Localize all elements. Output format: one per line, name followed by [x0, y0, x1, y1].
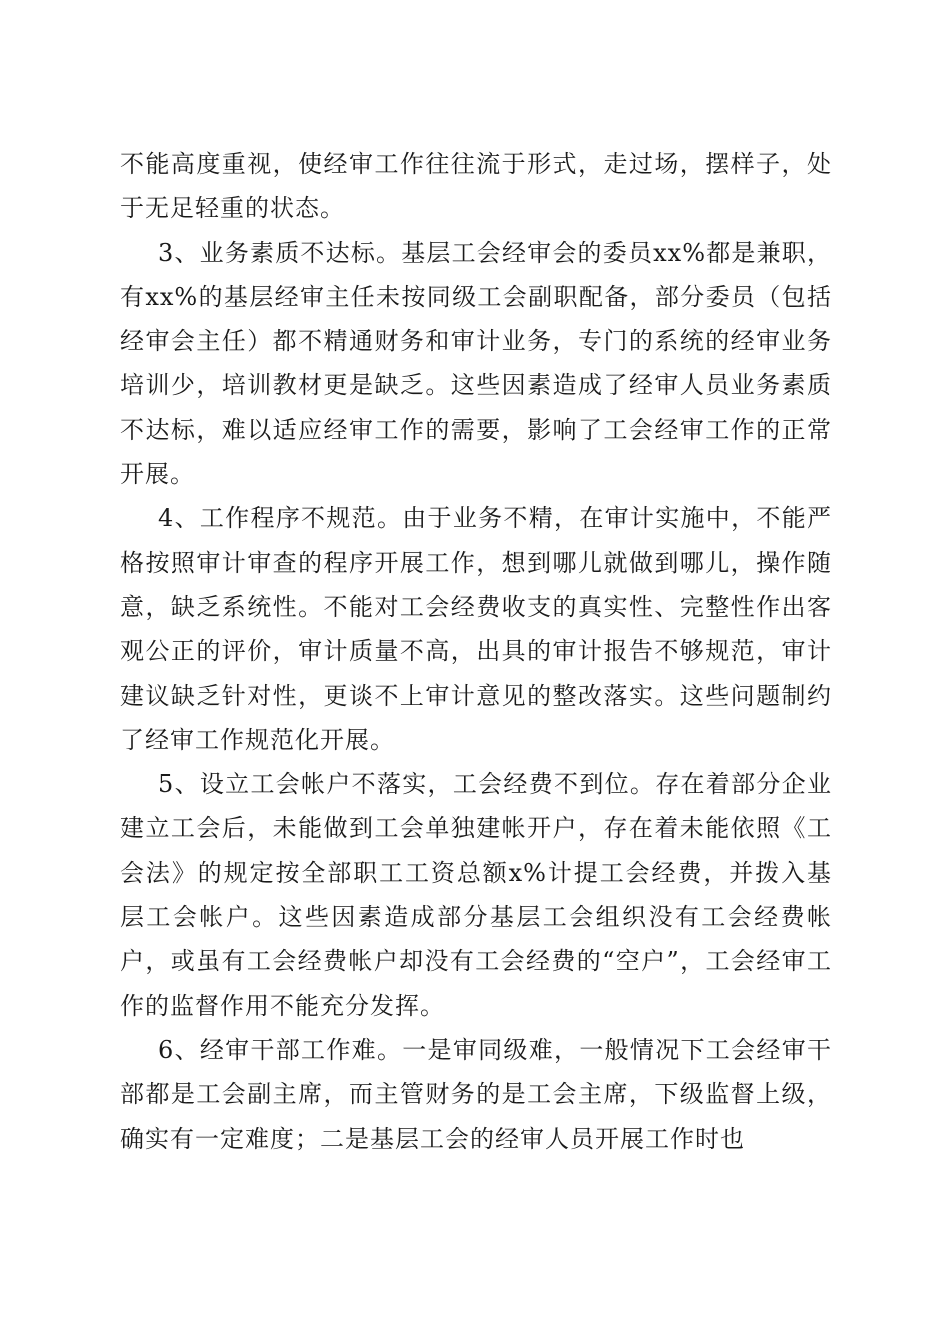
paragraph-item-3: 3、业务素质不达标。基层工会经审会的委员xx%都是兼职，有xx%的基层经审主任未按同级工会副职配备，部分委员（包括经审会主任）都不精通财务和审计业务，专门的系统的经审业务培训少，培训教材更是缺乏。这些因素造成了经审人员业务素质不达标，难以适应经审工作的需要，影响了工会经审工作的正常开展。 [120, 238, 832, 489]
document-body [120, 142, 832, 1161]
paragraph-item-5: 5、设立工会帐户不落实，工会经费不到位。存在着部分企业建立工会后，未能做到工会单独建帐开户，存在着未能依照《工会法》的规定按全部职工工资总额x%计提工会经费，并拨入基层工会帐户。这些因素造成部分基层工会组织没有工会经费帐户，或虽有工会经费帐户却没有工会经费的“空户”，工会经审工作的监督作用不能充分发挥。 [120, 770, 832, 1020]
paragraph-item-4: 4、工作程序不规范。由于业务不精，在审计实施中，不能严格按照审计审查的程序开展工作，想到哪儿就做到哪儿，操作随意，缺乏系统性。不能对工会经费收支的真实性、完整性作出客观公正的评价，审计质量不高，出具的审计报告不够规范，审计建议缺乏针对性，更谈不上审计意见的整改落实。这些问题制约了经审工作规范化开展。 [120, 504, 832, 754]
paragraph-continuation: 不能高度重视，使经审工作往往流于形式，走过场，摆样子，处于无足轻重的状态。 [120, 150, 832, 223]
paragraph-item-6: 6、经审干部工作难。一是审同级难，一般情况下工会经审干部都是工会副主席，而主管财务的是工会主席，下级监督上级，确实有一定难度；二是基层工会的经审人员开展工作时也 [120, 1035, 832, 1153]
